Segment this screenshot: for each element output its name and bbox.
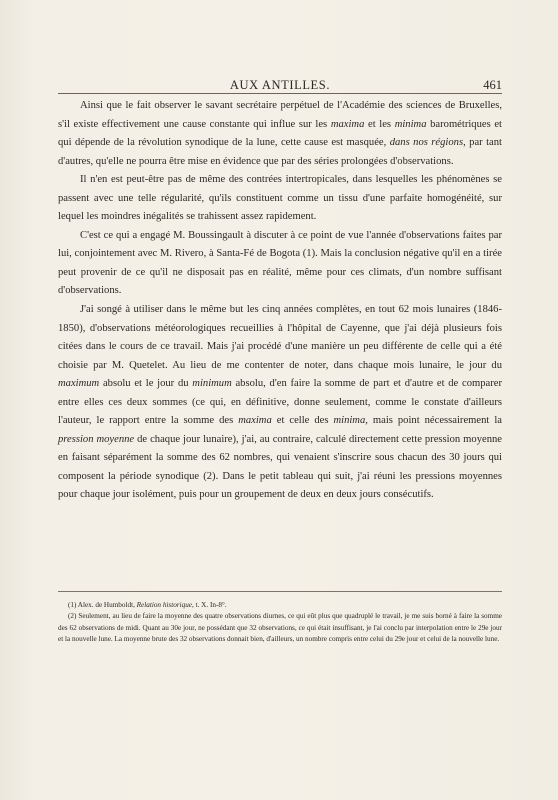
text-run: Ainsi que le fait observer le savant secrétaire perpétuel de l'Académie des sciences de Bruxelles, s'il existe effectivement une cause constante qui influe sur les	[58, 100, 502, 130]
text-run: de chaque jour lunaire), j'ai, au contraire, calculé directement cette pression moyenne en faisant séparément la somme des 62 nombres, qui venaient s'inscrire sous chacun des 30 jours qui composent la période synodique (2). Dans le petit tableau qui suit, j'ai réuni les pressions moyennes pour chaque jour isolément, puis pour un groupement de deux en deux jours consécutifs.	[58, 433, 502, 501]
text-run: Il n'en est peut-être pas de même des contrées intertropicales, dans lesquelles les phénomènes se passent avec une telle régularité, qu'ils constituent comme un tissu d'une parfaite homogénéité, sur lequel les moindres inégalités se trahissent assez rapidement.	[58, 174, 502, 223]
text-run: et les	[364, 118, 395, 130]
header-rule	[58, 93, 502, 94]
running-title: AUX ANTILLES.	[229, 78, 331, 92]
italic-text: pression moyenne	[58, 433, 135, 445]
italic-text: maxima	[238, 415, 272, 427]
footnote	[58, 611, 502, 645]
text-run: , mais point nécessairement la	[365, 415, 502, 427]
text-run: C'est ce qui a engagé M. Boussingault à discuter à ce point de vue l'année d'observations faites par lui, conjointement avec M. Rivero, à Santa-Fé de Bogota (1). Mais la conclusion négative qu'il en a tirée peut provenir de ce qu'il ne disposait pas en réalité, même pour ces climats, d'un nombre suffisant d'observations.	[58, 229, 502, 297]
italic-text: minimum	[192, 378, 232, 390]
italic-text: maximum	[58, 378, 100, 390]
italic-text: Relation historique	[136, 601, 192, 609]
paragraph	[58, 171, 502, 227]
text-run: barométriques et qui dépende de la révolution synodique de la lune, cette cause est masquée,	[58, 118, 503, 149]
body-text	[58, 97, 502, 505]
italic-text: minima	[394, 118, 427, 130]
text-run: absolu, d'en faire la somme de part et d'autre et de comparer entre elles ces deux sommes (ce qui, en définitive, donne seulement, comme le constate d'ailleurs l'auteur, le rapport entre la somme des	[58, 378, 502, 427]
paragraph	[58, 301, 502, 505]
footnote	[58, 600, 502, 611]
text-run: absolu et le jour du	[99, 378, 193, 390]
text-run: et celle des	[271, 415, 334, 427]
text-run: J'ai songé à utiliser dans le même but les cinq années complètes, en tout 62 mois lunaires (1846-1850), d'observations météorologiques recueillies à l'hôpital de Cayenne, que j'ai déjà plusieurs fois citées dans le cours de ce travail. Mais j'ai procédé d'une manière un peu différente de celle qui a été choisie par M. Quetelet. Au lieu de me contenter de noter, dans chaque mois lunaire, le jour du	[58, 304, 502, 371]
text-run: , t. X. In-8°.	[191, 601, 227, 609]
paragraph	[58, 227, 502, 301]
text-run: (1) Alex. de Humboldt,	[68, 601, 137, 609]
paragraph	[58, 97, 502, 171]
italic-text: dans nos régions	[389, 137, 464, 149]
footnote-rule	[58, 591, 502, 592]
italic-text: maxima	[330, 118, 365, 130]
text-run: , par tant d'autres, qu'elle ne pourra être mise en évidence que par des séries prolongées d'observations.	[58, 137, 502, 167]
page-header	[58, 78, 502, 94]
text-run: (2) Seulement, au lieu de faire la moyenne des quatre observations diurnes, ce qui eût plus que quadruplé le travail, je me suis borné à faire la somme des 62 observations de midi. Quant au 30e jour, ne possédant que 32 observations, ce qui était insuffisant, je l'ai conclu par interpolation entre le 29e jour et la nouvelle lune. La moyenne brute des 32 observations donnait bien, d'ailleurs, un nombre compris entre celui du 29e jour et celui de la nouvelle lune.	[58, 612, 502, 643]
page-number: 461	[483, 78, 502, 92]
footnotes	[58, 600, 502, 645]
italic-text: minima	[333, 415, 366, 427]
